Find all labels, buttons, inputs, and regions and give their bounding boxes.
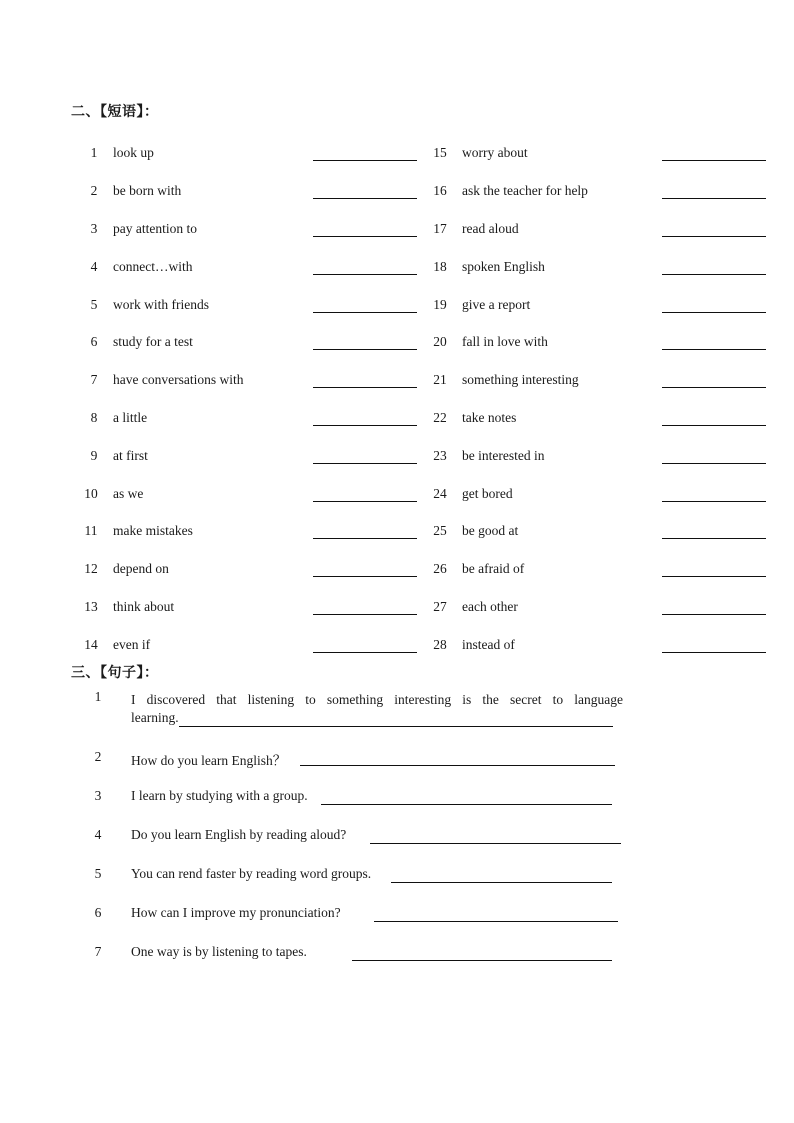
phrase-row bbox=[0, 145, 400, 165]
sentence-text: How can I improve my pronunciation? bbox=[131, 905, 341, 920]
phrase-text: make mistakes bbox=[113, 523, 193, 538]
phrase-text: ask the teacher for help bbox=[462, 183, 588, 198]
answer-blank[interactable] bbox=[370, 843, 621, 844]
answer-blank[interactable] bbox=[313, 312, 417, 313]
phrase-number: 7 bbox=[90, 372, 98, 387]
phrase-row bbox=[0, 523, 400, 543]
sentence-row bbox=[0, 788, 794, 808]
answer-blank[interactable] bbox=[313, 538, 417, 539]
phrase-row bbox=[420, 523, 780, 543]
phrase-row bbox=[0, 372, 400, 392]
answer-blank[interactable] bbox=[662, 387, 766, 388]
phrase-row bbox=[0, 486, 400, 506]
answer-blank[interactable] bbox=[313, 652, 417, 653]
answer-blank[interactable] bbox=[662, 198, 766, 199]
answer-blank[interactable] bbox=[313, 349, 417, 350]
phrase-text: read aloud bbox=[462, 221, 519, 236]
phrase-text: look up bbox=[113, 145, 154, 160]
phrase-number: 13 bbox=[84, 599, 98, 614]
phrase-number: 23 bbox=[433, 448, 447, 463]
phrase-number: 12 bbox=[84, 561, 98, 576]
sentence-text: One way is by listening to tapes. bbox=[131, 944, 307, 959]
answer-blank[interactable] bbox=[313, 236, 417, 237]
phrase-number: 11 bbox=[84, 523, 98, 538]
answer-blank[interactable] bbox=[662, 160, 766, 161]
phrase-number: 15 bbox=[433, 145, 447, 160]
phrase-text: a little bbox=[113, 410, 148, 425]
answer-blank[interactable] bbox=[662, 349, 766, 350]
phrase-row bbox=[420, 637, 780, 657]
phrase-row bbox=[420, 183, 780, 203]
answer-blank[interactable] bbox=[662, 576, 766, 577]
phrase-number: 2 bbox=[90, 183, 98, 198]
answer-blank[interactable] bbox=[313, 614, 417, 615]
sentence-number: 4 bbox=[94, 827, 102, 842]
phrase-row bbox=[0, 561, 400, 581]
answer-blank[interactable] bbox=[313, 274, 417, 275]
phrase-row bbox=[420, 259, 780, 279]
answer-blank[interactable] bbox=[179, 726, 613, 727]
phrase-text: fall in love with bbox=[462, 334, 548, 349]
phrase-row bbox=[420, 297, 780, 317]
phrase-row bbox=[0, 183, 400, 203]
phrase-row bbox=[0, 259, 400, 279]
phrase-text: connect…with bbox=[113, 259, 193, 274]
phrase-number: 24 bbox=[433, 486, 447, 501]
phrase-text: think about bbox=[113, 599, 175, 614]
sentence-row bbox=[0, 905, 794, 925]
answer-blank[interactable] bbox=[313, 160, 417, 161]
phrase-row bbox=[0, 410, 400, 430]
phrase-number: 18 bbox=[433, 259, 447, 274]
phrases-section-title: 二、【短语】： bbox=[71, 104, 159, 120]
answer-blank[interactable] bbox=[662, 312, 766, 313]
phrase-row bbox=[420, 145, 780, 165]
answer-blank[interactable] bbox=[662, 274, 766, 275]
phrase-number: 26 bbox=[433, 561, 447, 576]
phrase-row bbox=[420, 410, 780, 430]
phrase-row bbox=[0, 448, 400, 468]
phrase-text: study for a test bbox=[113, 334, 193, 349]
phrase-row bbox=[420, 561, 780, 581]
answer-blank[interactable] bbox=[313, 576, 417, 577]
phrase-row bbox=[0, 221, 400, 241]
phrase-number: 10 bbox=[84, 486, 98, 501]
sentence-number: 6 bbox=[94, 905, 102, 920]
phrase-row bbox=[0, 599, 400, 619]
answer-blank[interactable] bbox=[662, 538, 766, 539]
phrase-number: 14 bbox=[84, 637, 98, 652]
phrase-number: 19 bbox=[433, 297, 447, 312]
phrase-number: 9 bbox=[90, 448, 98, 463]
answer-blank[interactable] bbox=[374, 921, 618, 922]
answer-blank[interactable] bbox=[352, 960, 612, 961]
sentence-row bbox=[0, 944, 794, 964]
phrase-text: even if bbox=[113, 637, 151, 652]
phrase-text: be good at bbox=[462, 523, 519, 538]
phrase-text: each other bbox=[462, 599, 518, 614]
phrase-text: work with friends bbox=[113, 297, 209, 312]
phrase-text: spoken English bbox=[462, 259, 545, 274]
answer-blank[interactable] bbox=[300, 765, 615, 766]
phrase-text: be interested in bbox=[462, 448, 545, 463]
answer-blank[interactable] bbox=[313, 198, 417, 199]
phrase-row bbox=[420, 486, 780, 506]
phrase-text: give a report bbox=[462, 297, 531, 312]
phrase-number: 6 bbox=[90, 334, 98, 349]
phrase-text: be born with bbox=[113, 183, 182, 198]
phrase-number: 21 bbox=[433, 372, 447, 387]
sentence-number: 7 bbox=[94, 944, 102, 959]
phrase-row bbox=[420, 334, 780, 354]
phrase-text: be afraid of bbox=[462, 561, 525, 576]
sentence-number: 3 bbox=[94, 788, 102, 803]
phrase-row bbox=[0, 297, 400, 317]
sentence-text: Do you learn English by reading aloud? bbox=[131, 827, 347, 842]
answer-blank[interactable] bbox=[662, 501, 766, 502]
answer-blank[interactable] bbox=[313, 501, 417, 502]
phrase-number: 27 bbox=[433, 599, 447, 614]
sentence-number: 5 bbox=[94, 866, 102, 881]
phrase-text: depend on bbox=[113, 561, 169, 576]
phrase-number: 5 bbox=[90, 297, 98, 312]
phrase-text: at first bbox=[113, 448, 148, 463]
phrase-number: 16 bbox=[433, 183, 447, 198]
sentence-text: You can rend faster by reading word groups. bbox=[131, 866, 372, 881]
phrase-number: 4 bbox=[90, 259, 98, 274]
sentences-section-title: 三、【句子】： bbox=[71, 665, 159, 681]
answer-blank[interactable] bbox=[313, 425, 417, 426]
phrase-text: get bored bbox=[462, 486, 513, 501]
answer-blank[interactable] bbox=[313, 463, 417, 464]
phrase-row bbox=[420, 448, 780, 468]
sentence-text: I discovered that listening to something interesting is the secret to language bbox=[131, 692, 623, 707]
sentence-row bbox=[0, 866, 794, 886]
phrase-row bbox=[0, 637, 400, 657]
phrase-text: have conversations with bbox=[113, 372, 244, 387]
sentence-row bbox=[0, 749, 794, 769]
phrase-text: take notes bbox=[462, 410, 517, 425]
answer-blank[interactable] bbox=[662, 463, 766, 464]
phrase-row bbox=[420, 599, 780, 619]
sentence-number: 1 bbox=[94, 689, 102, 704]
answer-blank[interactable] bbox=[662, 425, 766, 426]
phrase-row bbox=[420, 221, 780, 241]
answer-blank[interactable] bbox=[321, 804, 612, 805]
phrase-text: worry about bbox=[462, 145, 528, 160]
phrase-number: 28 bbox=[433, 637, 447, 652]
sentence-text: How do you learn English？ bbox=[131, 753, 287, 768]
sentence-text: I learn by studying with a group. bbox=[131, 788, 308, 803]
phrase-text: instead of bbox=[462, 637, 515, 652]
phrase-number: 17 bbox=[433, 221, 447, 236]
answer-blank[interactable] bbox=[662, 236, 766, 237]
phrase-number: 25 bbox=[433, 523, 447, 538]
phrase-number: 22 bbox=[433, 410, 447, 425]
phrase-number: 8 bbox=[90, 410, 98, 425]
phrase-number: 3 bbox=[90, 221, 98, 236]
answer-blank[interactable] bbox=[662, 614, 766, 615]
phrase-text: pay attention to bbox=[113, 221, 197, 236]
answer-blank[interactable] bbox=[313, 387, 417, 388]
phrase-row bbox=[0, 334, 400, 354]
answer-blank[interactable] bbox=[662, 652, 766, 653]
phrase-number: 20 bbox=[433, 334, 447, 349]
sentence-row bbox=[0, 689, 794, 733]
sentence-row bbox=[0, 827, 794, 847]
sentence-number: 2 bbox=[94, 749, 102, 764]
phrase-text: as we bbox=[113, 486, 144, 501]
phrase-text: something interesting bbox=[462, 372, 579, 387]
phrase-number: 1 bbox=[90, 145, 98, 160]
phrase-row bbox=[420, 372, 780, 392]
answer-blank[interactable] bbox=[391, 882, 612, 883]
sentence-text-continued: learning. bbox=[131, 710, 179, 725]
